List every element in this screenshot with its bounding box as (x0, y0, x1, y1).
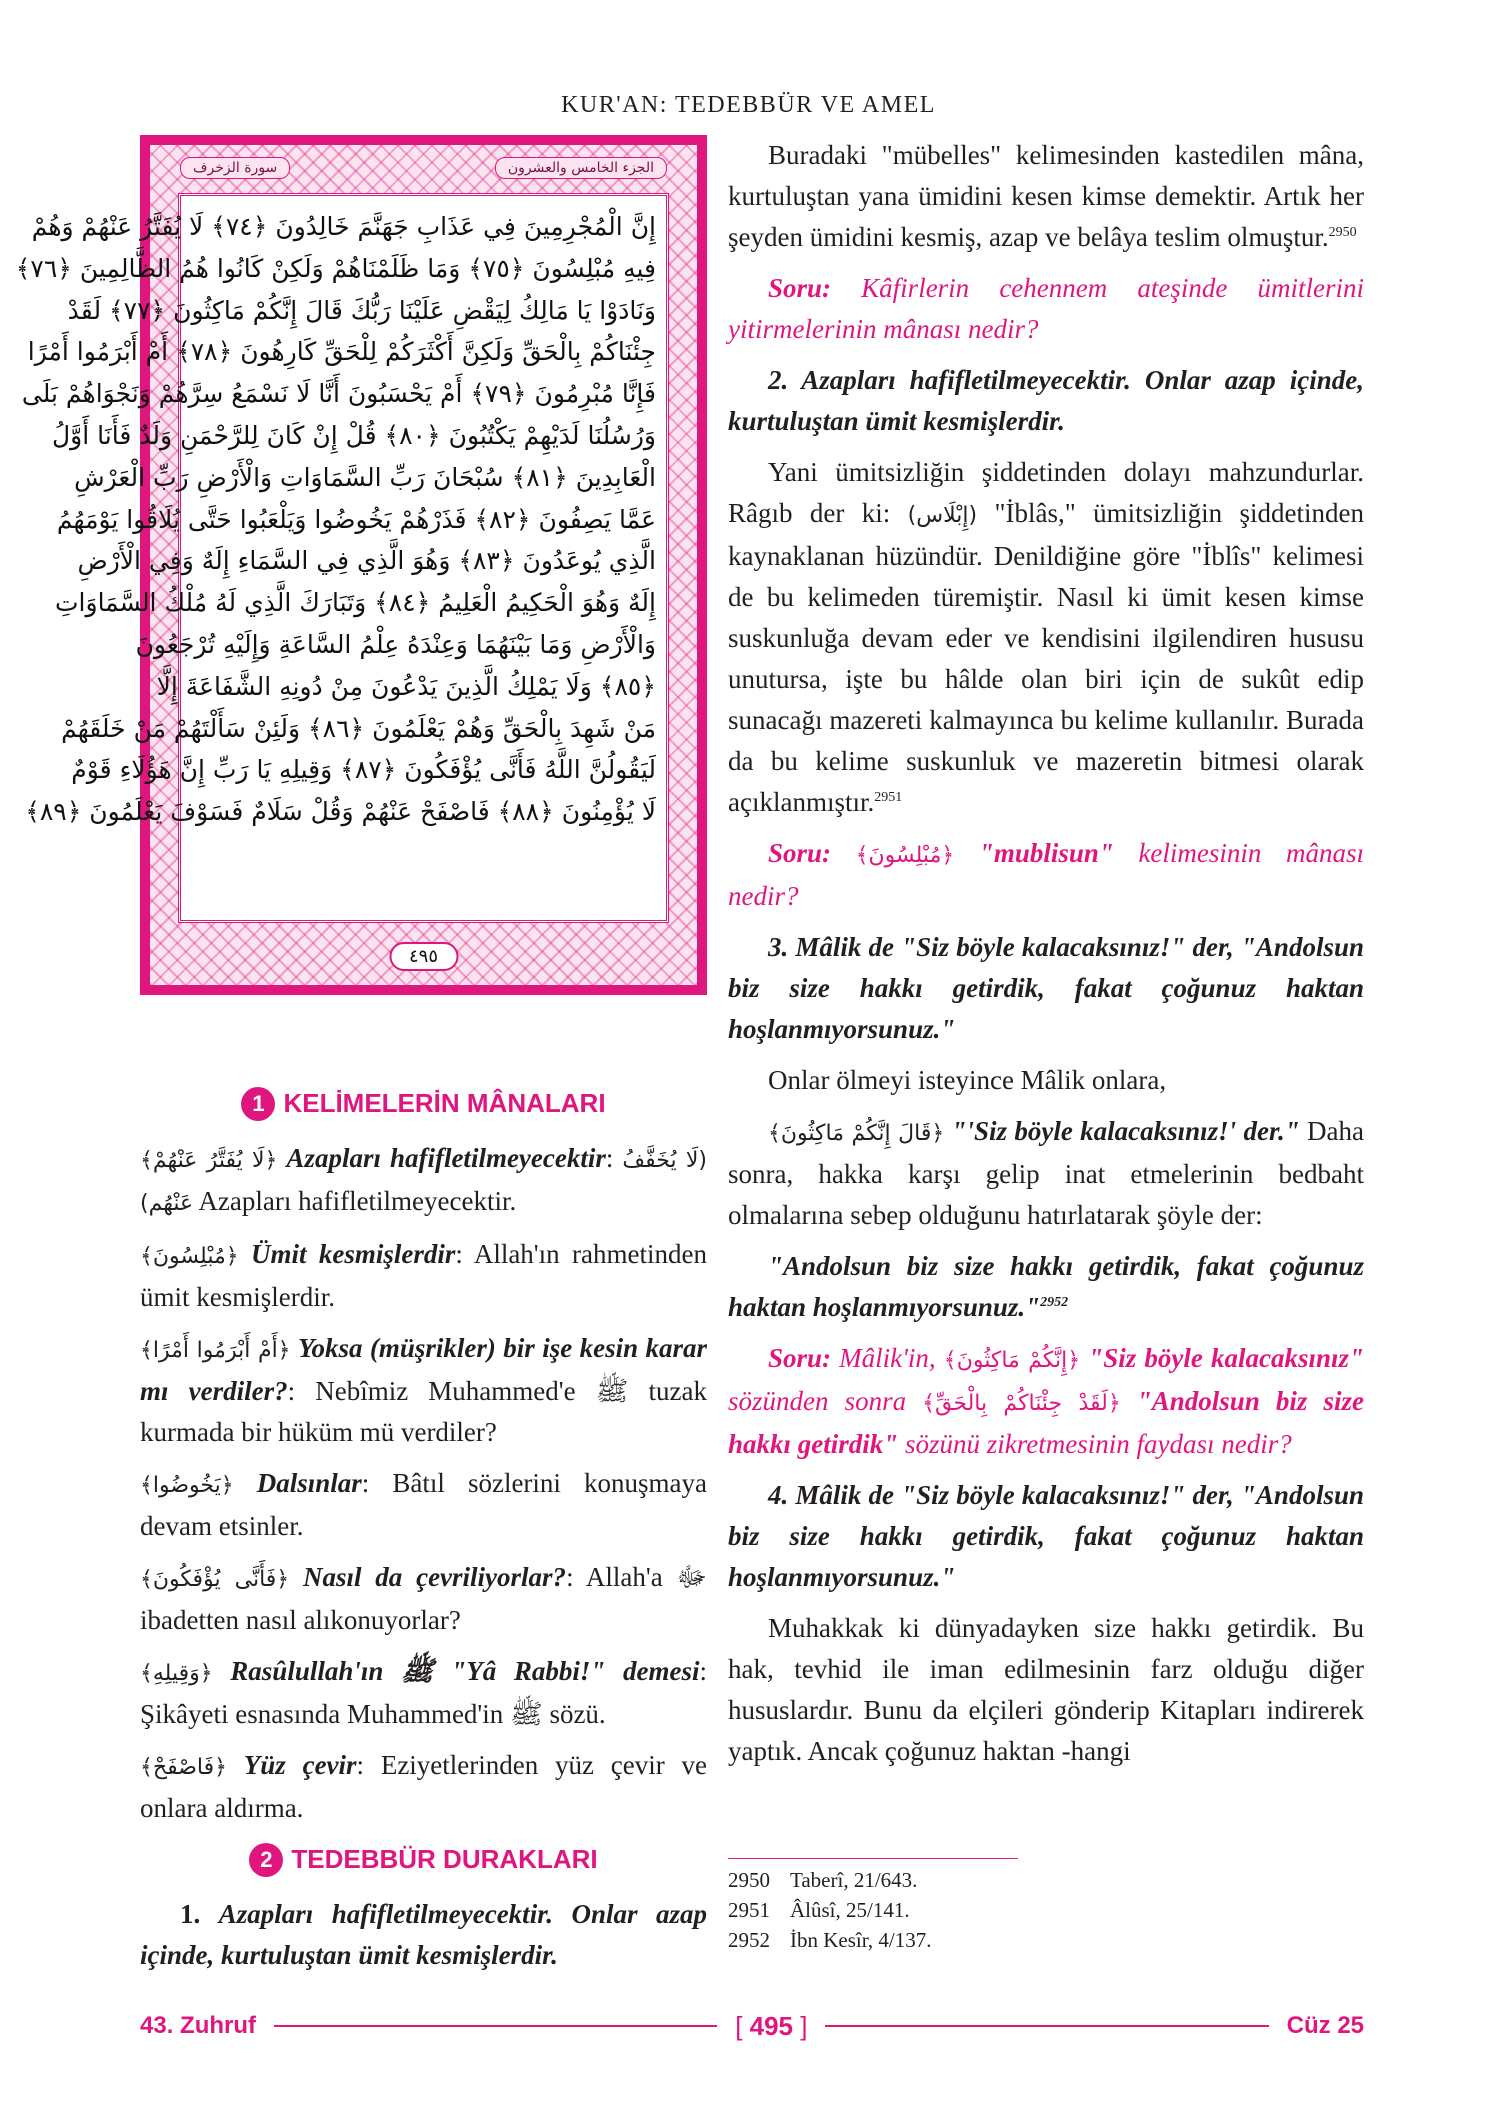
mushaf-ornament (15, 145, 697, 985)
mushaf-line: وَالْأَرْضِ وَمَا بَيْنَهُمَا وَعِنْدَهُ عِلْمُ السَّاعَةِ وَإِلَيْهِ تُرْجَعُونَ (135, 629, 656, 659)
word-meaning-entry: ﴿فَاصْفَحْ﴾ Yüz çevir: Eziyetlerinden yüz çevir ve onlara aldırma. (140, 1750, 707, 1823)
footnote-ref-2951[interactable]: 2951 (874, 790, 903, 805)
mushaf-line: لَيَقُولُنَّ اللَّهُ فَأَنَّى يُؤْفَكُونَ ﴿٨٧﴾ وَقِيلِهِ يَا رَبِّ إِنَّ هَؤُلَاءِ قَوْمٌ (71, 755, 656, 785)
word-meaning-entry: ﴿لَا يُفَتَّرُ عَنْهُمْ﴾ Azapları hafifletilmeyecektir: (لَا يُخَفَّفُ عَنْهُم) Azapları hafifletilmeyecektir. (140, 1143, 707, 1216)
mushaf-line: الْعَابِدِينَ ﴿٨١﴾ سُبْحَانَ رَبِّ السَّمَاوَاتِ وَالْأَرْضِ رَبِّ الْعَرْشِ (74, 462, 656, 492)
section-title-kelimeler: 1 KELİMELERİN MÂNALARI (140, 1083, 707, 1124)
footer-juz: Cüz 25 (1286, 2012, 1365, 2039)
mushaf-line: مَنْ شَهِدَ بِالْحَقِّ وَهُمْ يَعْلَمُونَ ﴿٨٦﴾ وَلَئِنْ سَأَلْتَهُمْ مَنْ خَلَقَهُمْ (61, 713, 656, 743)
paragraph-hak: Muhakkak ki dünyadayken size hakkı getirdik. Bu hak, tevhid ile iman edilmesinin farz olduğu diğer hususlardır. Bunu da elçileri gönderip Kitapları indirerek yaptık. Ancak çoğunuz haktan -hangi (728, 1613, 1364, 1766)
word-meaning-entry: ﴿أَمْ أَبْرَمُوا أَمْرًا﴾ Yoksa (müşrikler) bir işe kesin karar mı verdiler?: Nebîmiz Muhammed'e ﷺ tuzak kurmada bir hüküm mü verdiler? (140, 1333, 707, 1447)
mushaf-juz-label: الجزء الخامس والعشرون (495, 157, 667, 179)
footnote-ref-2950[interactable]: 2950 (1328, 225, 1357, 240)
heading-item-4: 4. Mâlik de "Siz böyle kalacaksınız!" der, "Andolsun biz size hakkı getirdik, fakat çoğunuz haktan hoşlanmıyorsunuz." (728, 1480, 1364, 1592)
left-column (140, 1075, 707, 1986)
footer-page-number: [ 495 ] (735, 2010, 808, 2041)
word-meaning-entry: ﴿وَقِيلِهِ﴾ Rasûlullah'ın ﷺ "Yâ Rabbi!" demesi: Şikâyeti esnasında Muhammed'in ﷺ sözü. (140, 1656, 708, 1729)
word-meaning-entry: ﴿مُبْلِسُونَ﴾ Ümit kesmişlerdir: Allah'ın rahmetinden ümit kesmişlerdir. (140, 1239, 707, 1312)
word-meanings-list (140, 1138, 707, 1829)
quote-andolsun: "Andolsun biz size hakkı getirdik, fakat çoğunuz haktan hoşlanmıyorsunuz."$^{2952}$ (728, 1251, 1364, 1322)
mushaf-header (180, 151, 667, 185)
footnote-2950: 2950 Taberî, 21/643. (728, 1868, 918, 1892)
footnote-divider (728, 1858, 1018, 1859)
footnote-2951: 2951 Âlûsî, 25/141. (728, 1898, 910, 1922)
word-meaning-entry: ﴿يَخُوضُوا﴾ Dalsınlar: Bâtıl sözlerini konuşmaya devam etsinler. (140, 1468, 707, 1541)
running-head: KUR'AN: TEDEBBÜR VE AMEL (561, 92, 936, 118)
right-column (728, 135, 1364, 1782)
mushaf-quran-text (15, 193, 669, 923)
mushaf-line: ﴿٨٥﴾ وَلَا يَمْلِكُ الَّذِينَ يَدْعُونَ مِنْ دُونِهِ الشَّفَاعَةَ إِلَّا (156, 671, 656, 701)
footer-rule-left (274, 2025, 717, 2027)
footer-surah: 43. Zuhruf (140, 2012, 257, 2039)
footnote-2952: 2952 İbn Kesîr, 4/137. (728, 1928, 932, 1952)
mushaf-line: عَمَّا يَصِفُونَ ﴿٨٢﴾ فَذَرْهُمْ يَخُوضُوا وَيَلْعَبُوا حَتَّى يُلَاقُوا يَوْمَهُمُ (56, 504, 656, 534)
question-1: Soru: Kâfirlerin cehennem ateşinde ümitlerini yitirmelerinin mânası nedir? (728, 273, 1364, 344)
paragraph-iblas: Yani ümitsizliğin şiddetinden dolayı mahzundurlar. Râgıb der ki: (إِبْلَاس) "İblâs," ümitsizliğin şiddetinden kaynaklanan hüzündür. Denildiğine göre "İblîs" kelimesi de bu kelimeden türemiştir. Nasıl ki ümit kesen kimse suskunluğa devam eder ve kendisini ilgilendiren hususu unutursa, işte bu hâlde olan biri için de sukût edip sunacağı mazereti kalmayınca bu kelime kullanılır. Burada da bu kelime suskunluk ve mazeretin bitmesi olarak açıklanmıştır.$^{2951}$ (728, 457, 1364, 817)
mushaf-line: وَرُسُلُنَا لَدَيْهِمْ يَكْتُبُونَ ﴿٨٠﴾ قُلْ إِنْ كَانَ لِلرَّحْمَنِ وَلَدٌ فَأَنَا أَوَّلُ (52, 420, 656, 450)
paragraph-malik-quote: ﴿قَالَ إِنَّكُمْ مَاكِثُونَ﴾ "'Siz böyle kalacaksınız!' der." Daha sonra, hakka karşı gelip inat etmelerinin bedbaht olmalarına sebep olduğunu hatırlatarak şöyle der: (728, 1116, 1364, 1230)
mushaf-line: فِيهِ مُبْلِسُونَ ﴿٧٥﴾ وَمَا ظَلَمْنَاهُمْ وَلَكِنْ كَانُوا هُمُ الظَّالِمِينَ ﴿٧٦﴾ (15, 253, 656, 283)
mushaf-line: إِلَهٌ وَهُوَ الْحَكِيمُ الْعَلِيمُ ﴿٨٤﴾ وَتَبَارَكَ الَّذِي لَهُ مُلْكُ السَّمَاوَاتِ (55, 588, 656, 618)
tedebbur-item-1: 1. Azapları hafifletilmeyecektir. Onlar azap içinde, kurtuluştan ümit kesmişlerdir. (140, 1899, 707, 1970)
section-number-badge: 2 (249, 1843, 283, 1877)
page-footer (140, 2008, 1364, 2044)
footnote-ref-2952[interactable]: 2952 (1040, 1295, 1069, 1310)
mushaf-surah-label: سورة الزخرف (180, 157, 290, 179)
section-number-badge: 1 (241, 1087, 275, 1121)
question-2: Soru: ﴿مُبْلِسُونَ﴾ "mublisun" kelimesinin mânası nedir? (728, 838, 1364, 911)
footer-rule-right (825, 2025, 1268, 2027)
heading-item-2: 2. Azapları hafifletilmeyecektir. Onlar azap içinde, kurtuluştan ümit kesmişlerdir. (728, 365, 1364, 436)
heading-item-3: 3. Mâlik de "Siz böyle kalacaksınız!" der, "Andolsun biz size hakkı getirdik, fakat çoğunuz haktan hoşlanmıyorsunuz." (728, 932, 1364, 1044)
paragraph-malik: Onlar ölmeyi isteyince Mâlik onlara, (768, 1065, 1167, 1095)
paragraph-mubelles: Buradaki "mübelles" kelimesinden kastedilen mâna, kurtuluştan yana ümidini kesen kimse demektir. Artık her şeyden ümidini kesmiş, azap ve belâya teslim olmuştur.$^{2950}$ (728, 140, 1364, 252)
footnotes (728, 1858, 1364, 1955)
mushaf-line: لَا يُؤْمِنُونَ ﴿٨٨﴾ فَاصْفَحْ عَنْهُمْ وَقُلْ سَلَامٌ فَسَوْفَ يَعْلَمُونَ ﴿٨٩﴾ (25, 797, 656, 827)
word-meaning-entry: ﴿فَأَنَّى يُؤْفَكُونَ﴾ Nasıl da çevriliyorlar?: Allah'a ﷻ ibadetten nasıl alıkonuyorlar? (140, 1562, 707, 1635)
section-title-tedebbur: 2 TEDEBBÜR DURAKLARI (140, 1839, 707, 1880)
mushaf-page-frame (15, 135, 707, 995)
mushaf-line: جِئْنَاكُمْ بِالْحَقِّ وَلَكِنَّ أَكْثَرَكُمْ لِلْحَقِّ كَارِهُونَ ﴿٧٨﴾ أَمْ أَبْرَمُوا أَمْرًا (27, 337, 656, 367)
mushaf-line: فَإِنَّا مُبْرِمُونَ ﴿٧٩﴾ أَمْ يَحْسَبُونَ أَنَّا لَا نَسْمَعُ سِرَّهُمْ وَنَجْوَاهُمْ بَلَى (21, 379, 656, 409)
mushaf-page-number: ٤٩٥ (389, 942, 458, 971)
mushaf-line: إِنَّ الْمُجْرِمِينَ فِي عَذَابِ جَهَنَّمَ خَالِدُونَ ﴿٧٤﴾ لَا يُفَتَّرُ عَنْهُمْ وَهُمْ (31, 212, 656, 241)
question-3: Soru: Mâlik'in, ﴿إِنَّكُمْ مَاكِثُونَ﴾ "Siz böyle kalacaksınız" sözünden sonra ﴿لَقَدْ جِئْنَاكُمْ بِالْحَقِّ﴾ "Andolsun biz size hakkı getirdik" sözünü zikretmesinin faydası nedir? (728, 1343, 1364, 1459)
mushaf-line: وَنَادَوْا يَا مَالِكُ لِيَقْضِ عَلَيْنَا رَبُّكَ قَالَ إِنَّكُمْ مَاكِثُونَ ﴿٧٧﴾ لَقَدْ (67, 295, 656, 325)
mushaf-line: الَّذِي يُوعَدُونَ ﴿٨٣﴾ وَهُوَ الَّذِي فِي السَّمَاءِ إِلَهٌ وَفِي الْأَرْضِ (77, 546, 656, 576)
